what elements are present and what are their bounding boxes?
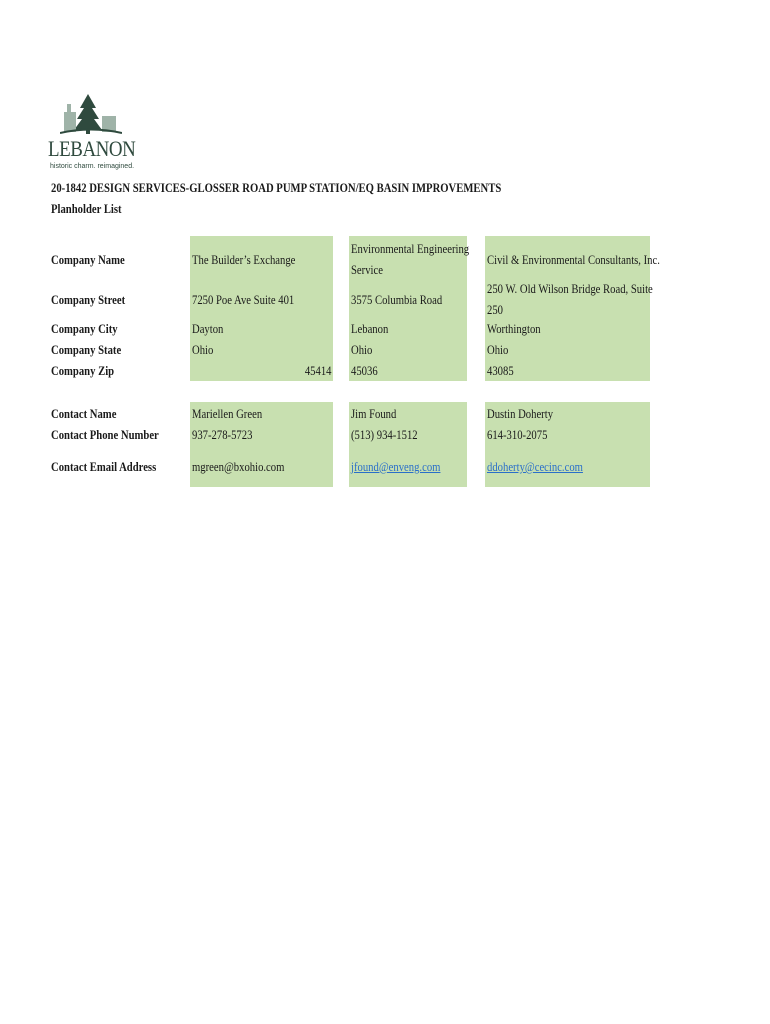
company-name-3: Civil & Environmental Consultants, Inc. <box>487 252 660 267</box>
label-company-street: Company Street <box>51 292 126 307</box>
company-street-1: 7250 Poe Ave Suite 401 <box>192 292 295 307</box>
label-company-zip: Company Zip <box>51 363 115 378</box>
logo-tagline: historic charm. reimagined. <box>50 163 135 170</box>
company-state-3: Ohio <box>487 342 509 357</box>
company-name-2-line2: Service <box>351 262 383 277</box>
company-state-1: Ohio <box>192 342 214 357</box>
company-name-1: The Builder’s Exchange <box>192 252 296 267</box>
document-title: 20-1842 DESIGN SERVICES-GLOSSER ROAD PUMP STATION/EQ BASIN IMPROVEMENTS <box>51 180 502 195</box>
company-street-3-line2: 250 <box>487 302 503 317</box>
contact-name-2: Jim Found <box>351 406 397 421</box>
lebanon-logo <box>48 92 138 174</box>
contact-phone-2: (513) 934-1512 <box>351 427 418 442</box>
company-city-3: Worthington <box>487 321 541 336</box>
label-company-name: Company Name <box>51 252 125 267</box>
company-city-2: Lebanon <box>351 321 389 336</box>
label-contact-email: Contact Email Address <box>51 459 157 474</box>
contact-phone-3: 614-310-2075 <box>487 427 548 442</box>
company-zip-2: 45036 <box>351 363 378 378</box>
company-street-3-line1: 250 W. Old Wilson Bridge Road, Suite <box>487 281 653 296</box>
document-subtitle: Planholder List <box>51 201 122 216</box>
contact-name-1: Mariellen Green <box>192 406 263 421</box>
company-street-2: 3575 Columbia Road <box>351 292 443 307</box>
company-zip-1: 45414 <box>304 363 331 378</box>
logo-wordmark: LEBANON <box>48 136 136 161</box>
contact-email-link-3[interactable]: ddoherty@cecinc.com <box>487 459 583 474</box>
label-company-city: Company City <box>51 321 118 336</box>
company-name-2-line1: Environmental Engineering <box>351 241 470 256</box>
company-zip-3: 43085 <box>487 363 514 378</box>
label-contact-phone: Contact Phone Number <box>51 427 159 442</box>
label-company-state: Company State <box>51 342 122 357</box>
contact-name-3: Dustin Doherty <box>487 406 554 421</box>
contact-email-link-2[interactable]: jfound@enveng.com <box>351 459 441 474</box>
contact-email-1: mgreen@bxohio.com <box>192 459 285 474</box>
tree-skyline-icon <box>60 92 122 136</box>
label-contact-name: Contact Name <box>51 406 117 421</box>
contact-phone-1: 937-278-5723 <box>192 427 253 442</box>
company-city-1: Dayton <box>192 321 224 336</box>
company-state-2: Ohio <box>351 342 373 357</box>
